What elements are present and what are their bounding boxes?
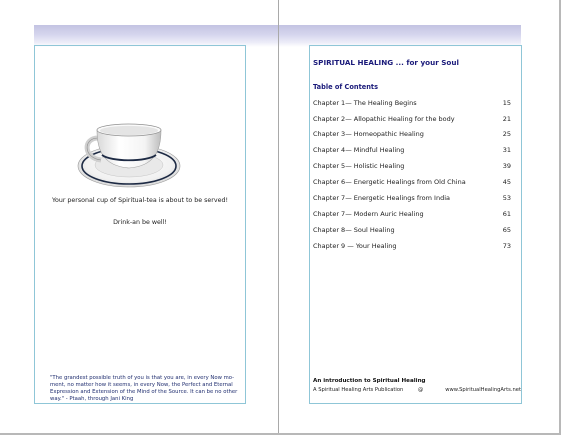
toc-item-page: 65 <box>502 226 511 234</box>
toc-item[interactable] <box>313 225 511 235</box>
toc-item[interactable] <box>313 193 511 203</box>
drink-caption: Drink-an be well! <box>113 219 167 226</box>
book-title: SPIRITUAL HEALING ... for your Soul <box>313 58 459 67</box>
toc-item[interactable] <box>313 161 511 171</box>
toc-item-label: Chapter 4— Mindful Healing <box>313 146 405 154</box>
footer-publisher: A Spiritual Healing Arts Publication <box>313 387 404 393</box>
toc-item[interactable] <box>313 114 511 124</box>
footer-line <box>313 386 521 394</box>
toc-item-page: 15 <box>502 99 511 107</box>
toc-item-page: 39 <box>502 162 511 170</box>
cup-caption: Your personal cup of Spiritual-tea is about to be served! <box>51 197 229 204</box>
toc-item-page: 31 <box>502 146 511 154</box>
toc-item-label: Chapter 8— Soul Healing <box>313 226 395 234</box>
toc-heading: Table of Contents <box>313 83 378 91</box>
toc-item-page: 21 <box>502 115 511 123</box>
toc-item[interactable] <box>313 98 511 108</box>
toc-item-page: 61 <box>502 210 511 218</box>
toc-item-label: Chapter 7— Modern Auric Healing <box>313 210 424 218</box>
quote-text: "The grandest possible truth of you is that you are, in every Now mo- ment, no matter how it seems, in every Now, the Perfect and Eternal Expression and Extension of the Mind of the Source. It can be no other way." - Ptaah, through Jani King <box>50 375 238 402</box>
toc-item-label: Chapter 9 — Your Healing <box>313 242 397 250</box>
toc-item-page: 25 <box>502 130 511 138</box>
toc-item[interactable] <box>313 177 511 187</box>
toc-item-label: Chapter 1— The Healing Begins <box>313 99 417 107</box>
teacup-icon <box>77 118 185 190</box>
toc-item-label: Chapter 7— Energetic Healings from India <box>313 194 450 202</box>
footer-url-link[interactable]: www.SpiritualHealingArts.net <box>445 387 521 393</box>
footer-title: An introduction to Spiritual Healing <box>313 378 426 384</box>
toc-item-label: Chapter 5— Holistic Healing <box>313 162 405 170</box>
toc-item-label: Chapter 2— Allopathic Healing for the body <box>313 115 455 123</box>
toc-item[interactable] <box>313 129 511 139</box>
toc-item[interactable] <box>313 209 511 219</box>
toc-item[interactable] <box>313 145 511 155</box>
toc-item-page: 53 <box>502 194 511 202</box>
page-spine <box>278 0 279 433</box>
toc-item-label: Chapter 6— Energetic Healings from Old China <box>313 178 466 186</box>
toc-item-label: Chapter 3— Homeopathic Healing <box>313 130 424 138</box>
toc-item[interactable] <box>313 241 511 251</box>
toc-item-page: 73 <box>502 242 511 250</box>
toc-item-page: 45 <box>502 178 511 186</box>
footer-separator: @ <box>418 387 424 393</box>
